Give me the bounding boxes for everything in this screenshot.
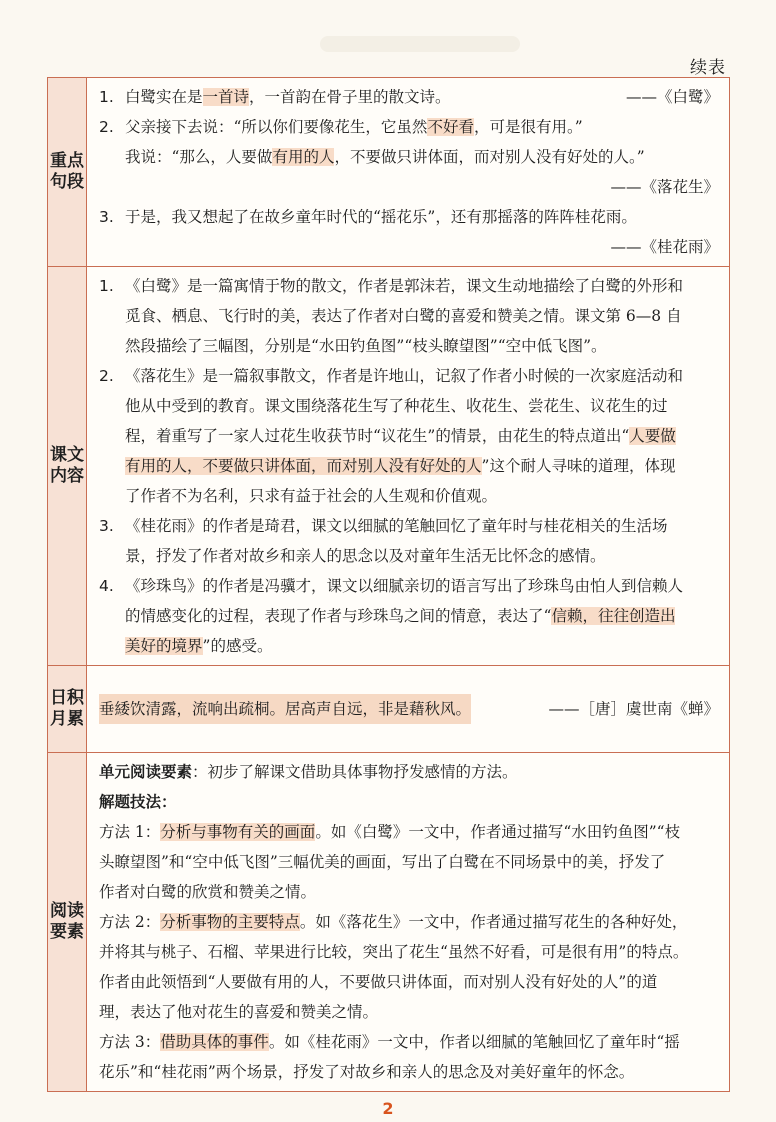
section-label-cell [48, 666, 87, 753]
text-line: 《落花生》是一篇叙事散文，作者是许地山，记叙了作者小时候的一次家庭活动和 [125, 367, 684, 385]
sentence-line [125, 112, 719, 142]
sentence-line: 于是，我又想起了在故乡童年时代的“摇花乐”，还有那摇落的阵阵桂花雨。 [125, 208, 637, 226]
text-line: 了作者不为名利，只求有益于社会的人生观和价值观。 [125, 487, 498, 505]
continued-label: 续表 [690, 58, 726, 78]
text-line [125, 421, 719, 451]
text-line: 景，抒发了作者对故乡和亲人的思念以及对童年生活无比怀念的感情。 [125, 547, 606, 565]
text-line [99, 907, 719, 937]
list-item [99, 271, 719, 361]
source-citation: ——《桂花雨》 [610, 238, 719, 256]
method-prefix: 方法 3： [99, 1033, 161, 1051]
list-item [99, 511, 719, 571]
list-item [99, 571, 719, 661]
section-body [87, 78, 730, 267]
page-number: 2 [382, 1099, 394, 1118]
text-line [99, 757, 719, 787]
highlight: 分析事物的主要特点 [160, 913, 300, 931]
text-segment: ”的感受。 [202, 637, 273, 655]
text-line: 理，表达了他对花生的喜爱和赞美之情。 [99, 1003, 379, 1021]
text-segment: 。如《白鹭》一文中，作者通过描写“水田钓鱼图”“枝 [315, 823, 681, 841]
text-line: 他从中受到的教育。课文围绕落花生写了种花生、收花生、尝花生、议花生的过 [125, 397, 668, 415]
text-line: 《白鹭》是一篇寓情于物的散文，作者是郭沫若，课文生动地描绘了白鹭的外形和 [125, 277, 684, 295]
sentence-line [125, 82, 719, 112]
text-segment: 。如《落花生》一文中，作者通过描写花生的各种好处， [299, 913, 688, 931]
section-label: 阅读要素 [50, 901, 84, 942]
text-line: 并将其与桃子、石榴、苹果进行比较，突出了花生“虽然不好看，可是很有用”的特点。 [99, 943, 689, 961]
section-label: 重点句段 [50, 151, 84, 192]
text-line: 花乐”和“桂花雨”两个场景，抒发了对故乡和亲人的思念及对美好童年的怀念。 [99, 1063, 635, 1081]
text-segment: 白鹭实在是 [125, 88, 203, 106]
poem-line [99, 694, 719, 724]
highlight: 分析与事物有关的画面 [160, 823, 316, 841]
highlight: 信赖，往往创造出 [551, 607, 676, 625]
section-reading-elements [48, 753, 730, 1092]
text-line [125, 631, 719, 661]
text-segment: 程，着重写了一家人过花生收获节时“议花生”的情景，由花生的特点道出“ [125, 427, 630, 445]
item-number: 1. [99, 277, 114, 295]
section-text-content [48, 267, 730, 666]
item-number: 3. [99, 208, 114, 226]
highlight: 美好的境界 [125, 637, 203, 655]
summary-table [47, 77, 730, 1092]
unit-label: 单元阅读要素 [99, 763, 193, 781]
sentence-text [125, 82, 451, 112]
text-line: 《桂花雨》的作者是琦君，课文以细腻的笔触回忆了童年时与桂花相关的生活场 [125, 517, 668, 535]
highlight: 人要做 [629, 427, 676, 445]
section-body [87, 753, 730, 1092]
highlight: 有用的人 [272, 148, 335, 166]
list-item [99, 82, 719, 112]
text-segment: ，不要做只讲体面，而对别人没有好处的人。” [334, 148, 645, 166]
method-prefix: 方法 2： [99, 913, 161, 931]
list-item [99, 202, 719, 262]
source-citation: ——《白鹭》 [625, 88, 719, 106]
text-segment: 父亲接下去说：“所以你们要像花生，它虽然 [125, 118, 428, 136]
poem-text: 垂緌饮清露，流响出疏桐。居高声自远，非是藉秋风。 [99, 694, 471, 724]
source-citation: ——《落花生》 [610, 178, 719, 196]
list-item [99, 361, 719, 511]
highlight: 有用的人，不要做只讲体面，而对别人没有好处的人 [125, 457, 482, 475]
text-segment: ，一首韵在骨子里的散文诗。 [249, 88, 451, 106]
text-line: 作者对白鹭的欣赏和赞美之情。 [99, 883, 317, 901]
text-segment: ”这个耐人寻味的道理，体现 [481, 457, 676, 475]
text-segment: 的情感变化的过程，表现了作者与珍珠鸟之间的情意，表达了“ [125, 607, 552, 625]
method-prefix: 方法 1： [99, 823, 161, 841]
text-line [99, 1027, 719, 1057]
text-segment: ，可是很有用。” [473, 118, 583, 136]
section-label: 日积月累 [50, 688, 84, 729]
section-label-cell [48, 753, 87, 1092]
section-body [87, 267, 730, 666]
text-line: 《珍珠鸟》的作者是冯骥才，课文以细腻亲切的语言写出了珍珠鸟由怕人到信赖人 [125, 577, 684, 595]
text-segment: 我说：“那么，人要做 [125, 148, 273, 166]
list-item [99, 112, 719, 202]
section-key-sentences [48, 78, 730, 267]
source-citation: ——［唐］虞世南《蝉》 [548, 700, 719, 718]
text-segment: ：初步了解课文借助具体事物抒发感情的方法。 [192, 763, 518, 781]
text-line [125, 451, 719, 481]
section-body [87, 666, 730, 753]
header-decoration [320, 36, 520, 52]
text-line: 作者由此领悟到“人要做有用的人，不要做只讲体面，而对别人没有好处的人”的道 [99, 973, 658, 991]
highlight: 借助具体的事件 [160, 1033, 269, 1051]
text-line [99, 817, 719, 847]
item-number: 2. [99, 118, 114, 136]
text-line: 然段描绘了三幅图，分别是“水田钓鱼图”“枝头瞭望图”“空中低飞图”。 [125, 337, 607, 355]
tips-label: 解题技法： [99, 793, 177, 811]
text-segment: 。如《桂花雨》一文中，作者以细腻的笔触回忆了童年时“摇 [268, 1033, 680, 1051]
text-line: 头瞭望图”和“空中低飞图”三幅优美的画面，写出了白鹭在不同场景中的美，抒发了 [99, 853, 666, 871]
highlight: 不好看 [427, 118, 474, 136]
item-number: 1. [99, 88, 114, 106]
text-line [125, 601, 719, 631]
section-daily-accumulation [48, 666, 730, 753]
item-number: 4. [99, 577, 114, 595]
text-line: 觅食、栖息、飞行时的美，表达了作者对白鹭的喜爱和赞美之情。课文第 6—8 自 [125, 307, 682, 325]
section-label-cell [48, 78, 87, 267]
highlight: 一首诗 [202, 88, 250, 106]
sentence-line [125, 142, 719, 172]
item-number: 3. [99, 517, 114, 535]
section-label-cell [48, 267, 87, 666]
item-number: 2. [99, 367, 114, 385]
section-label: 课文内容 [50, 445, 84, 486]
